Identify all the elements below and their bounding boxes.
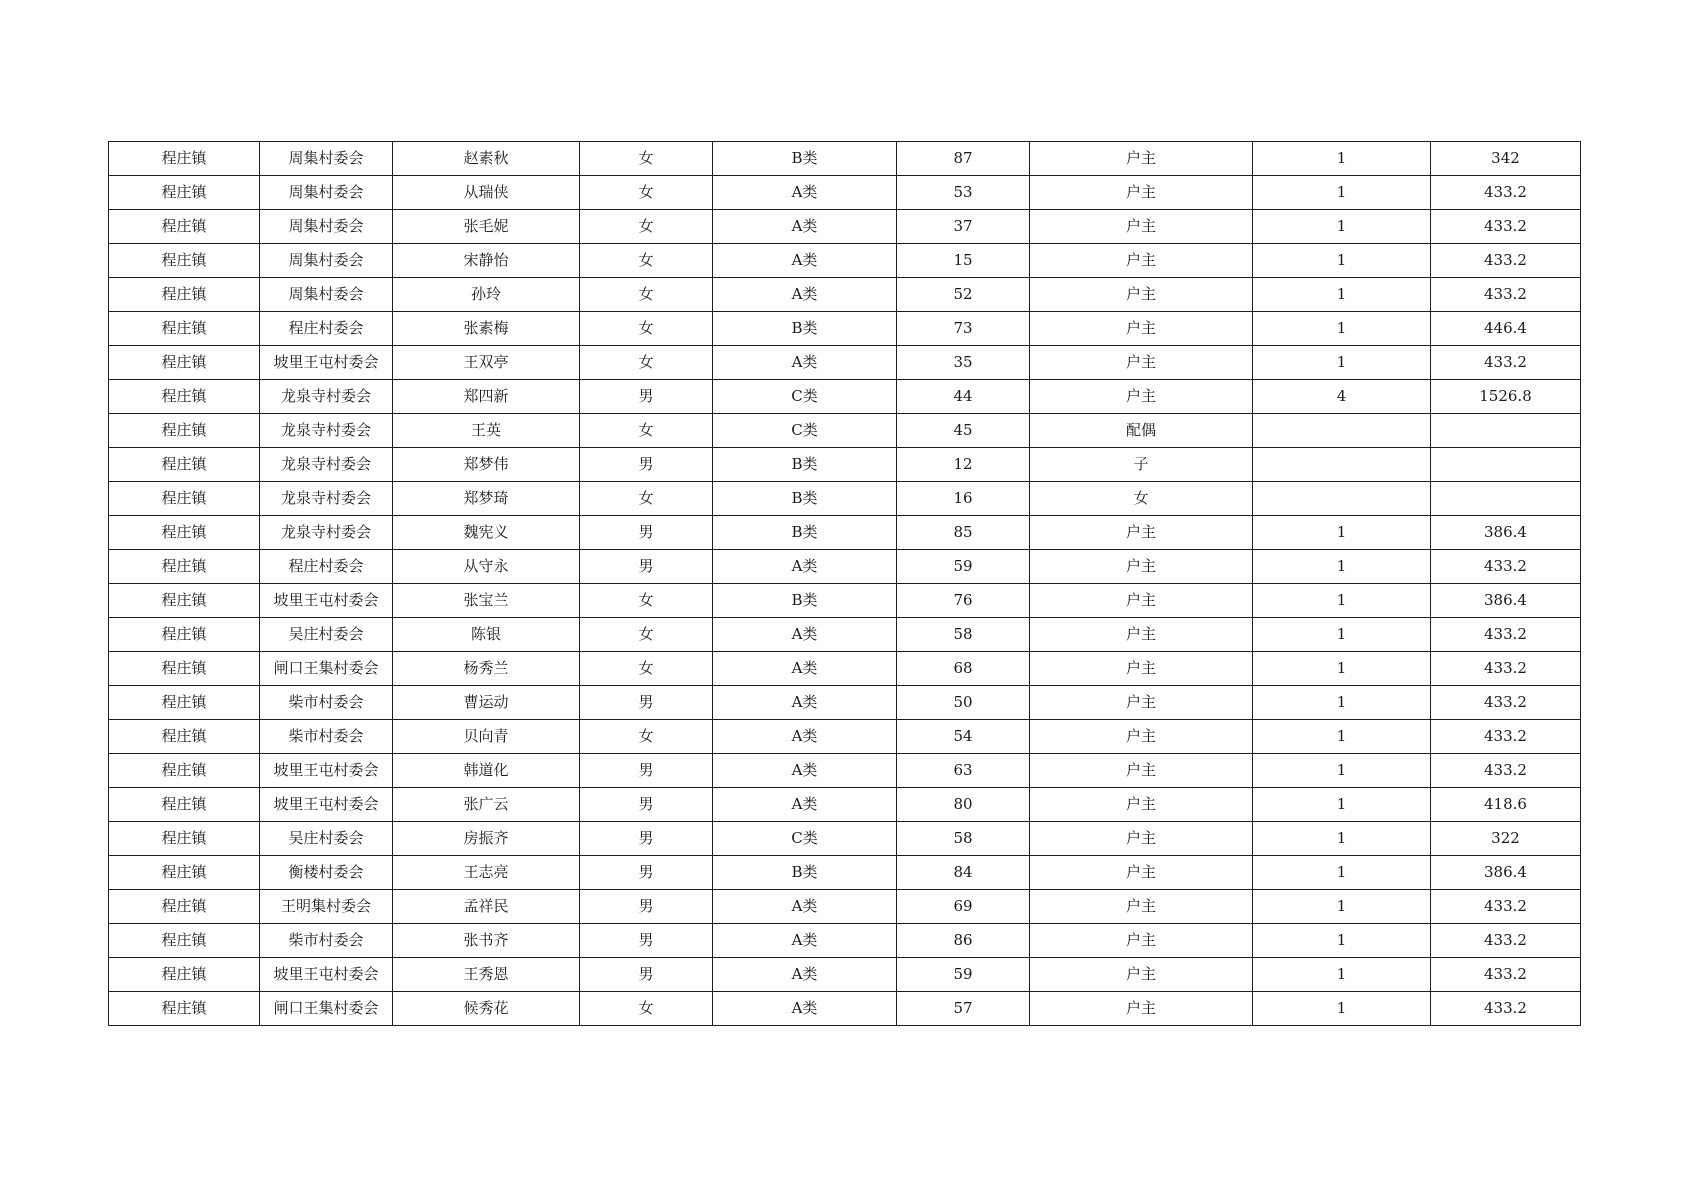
category-cell: A类 [713,754,897,788]
town-cell: 程庄镇 [109,176,260,210]
household-size-cell: 1 [1253,720,1431,754]
name-cell: 张书齐 [393,924,580,958]
household-size-cell: 1 [1253,958,1431,992]
town-cell: 程庄镇 [109,958,260,992]
table-row [109,176,1581,210]
age-cell: 80 [897,788,1030,822]
gender-cell: 男 [580,856,713,890]
name-cell: 郑梦伟 [393,448,580,482]
age-cell: 35 [897,346,1030,380]
village-cell: 柴市村委会 [260,924,393,958]
amount-cell [1431,448,1581,482]
category-cell: B类 [713,516,897,550]
amount-cell: 433.2 [1431,550,1581,584]
household-size-cell [1253,482,1431,516]
name-cell: 张素梅 [393,312,580,346]
amount-cell: 386.4 [1431,516,1581,550]
relation-cell: 户主 [1030,720,1253,754]
amount-cell: 446.4 [1431,312,1581,346]
town-cell: 程庄镇 [109,822,260,856]
household-size-cell: 1 [1253,686,1431,720]
village-cell: 吴庄村委会 [260,822,393,856]
town-cell: 程庄镇 [109,924,260,958]
household-size-cell: 1 [1253,142,1431,176]
household-size-cell: 1 [1253,924,1431,958]
name-cell: 赵素秋 [393,142,580,176]
table-row [109,822,1581,856]
table-row [109,142,1581,176]
table-row [109,890,1581,924]
table-row [109,448,1581,482]
age-cell: 87 [897,142,1030,176]
category-cell: A类 [713,210,897,244]
gender-cell: 女 [580,312,713,346]
town-cell: 程庄镇 [109,550,260,584]
relation-cell: 户主 [1030,890,1253,924]
village-cell: 周集村委会 [260,244,393,278]
name-cell: 贝向青 [393,720,580,754]
household-size-cell: 1 [1253,176,1431,210]
gender-cell: 女 [580,482,713,516]
relation-cell: 户主 [1030,244,1253,278]
town-cell: 程庄镇 [109,856,260,890]
name-cell: 候秀花 [393,992,580,1026]
amount-cell: 433.2 [1431,958,1581,992]
gender-cell: 女 [580,992,713,1026]
relation-cell: 户主 [1030,686,1253,720]
amount-cell: 433.2 [1431,754,1581,788]
age-cell: 50 [897,686,1030,720]
amount-cell: 433.2 [1431,618,1581,652]
town-cell: 程庄镇 [109,618,260,652]
name-cell: 房振齐 [393,822,580,856]
relation-cell: 户主 [1030,822,1253,856]
table-row [109,652,1581,686]
age-cell: 52 [897,278,1030,312]
age-cell: 69 [897,890,1030,924]
household-size-cell: 4 [1253,380,1431,414]
village-cell: 坡里王屯村委会 [260,958,393,992]
amount-cell: 433.2 [1431,244,1581,278]
table-row [109,720,1581,754]
village-cell: 柴市村委会 [260,686,393,720]
gender-cell: 女 [580,278,713,312]
table-row [109,516,1581,550]
age-cell: 45 [897,414,1030,448]
relation-cell: 户主 [1030,210,1253,244]
town-cell: 程庄镇 [109,584,260,618]
village-cell: 龙泉寺村委会 [260,482,393,516]
age-cell: 86 [897,924,1030,958]
name-cell: 孙玲 [393,278,580,312]
name-cell: 孟祥民 [393,890,580,924]
household-size-cell: 1 [1253,584,1431,618]
age-cell: 85 [897,516,1030,550]
relation-cell: 子 [1030,448,1253,482]
gender-cell: 男 [580,822,713,856]
category-cell: A类 [713,890,897,924]
gender-cell: 男 [580,924,713,958]
town-cell: 程庄镇 [109,890,260,924]
name-cell: 郑梦琦 [393,482,580,516]
age-cell: 57 [897,992,1030,1026]
relation-cell: 户主 [1030,856,1253,890]
name-cell: 陈银 [393,618,580,652]
relation-cell: 户主 [1030,550,1253,584]
household-size-cell: 1 [1253,312,1431,346]
gender-cell: 男 [580,516,713,550]
table-row [109,278,1581,312]
relation-cell: 户主 [1030,958,1253,992]
gender-cell: 女 [580,176,713,210]
relation-cell: 户主 [1030,652,1253,686]
town-cell: 程庄镇 [109,312,260,346]
town-cell: 程庄镇 [109,652,260,686]
relation-cell: 户主 [1030,176,1253,210]
age-cell: 73 [897,312,1030,346]
town-cell: 程庄镇 [109,516,260,550]
table-row [109,550,1581,584]
table-row [109,992,1581,1026]
age-cell: 58 [897,822,1030,856]
town-cell: 程庄镇 [109,414,260,448]
town-cell: 程庄镇 [109,210,260,244]
town-cell: 程庄镇 [109,686,260,720]
amount-cell [1431,482,1581,516]
village-cell: 周集村委会 [260,210,393,244]
category-cell: A类 [713,686,897,720]
village-cell: 周集村委会 [260,278,393,312]
category-cell: A类 [713,550,897,584]
age-cell: 68 [897,652,1030,686]
gender-cell: 女 [580,720,713,754]
household-size-cell: 1 [1253,822,1431,856]
amount-cell: 433.2 [1431,720,1581,754]
village-cell: 王明集村委会 [260,890,393,924]
category-cell: A类 [713,652,897,686]
age-cell: 59 [897,550,1030,584]
category-cell: B类 [713,856,897,890]
category-cell: C类 [713,414,897,448]
household-size-cell [1253,414,1431,448]
amount-cell: 433.2 [1431,890,1581,924]
category-cell: A类 [713,788,897,822]
age-cell: 54 [897,720,1030,754]
village-cell: 柴市村委会 [260,720,393,754]
town-cell: 程庄镇 [109,278,260,312]
name-cell: 从瑞侠 [393,176,580,210]
village-cell: 闸口王集村委会 [260,652,393,686]
relation-cell: 户主 [1030,516,1253,550]
table-row [109,754,1581,788]
amount-cell: 433.2 [1431,210,1581,244]
age-cell: 63 [897,754,1030,788]
town-cell: 程庄镇 [109,346,260,380]
household-size-cell: 1 [1253,244,1431,278]
name-cell: 从守永 [393,550,580,584]
table-row [109,414,1581,448]
gender-cell: 女 [580,652,713,686]
gender-cell: 男 [580,550,713,584]
village-cell: 龙泉寺村委会 [260,516,393,550]
town-cell: 程庄镇 [109,142,260,176]
category-cell: A类 [713,992,897,1026]
village-cell: 坡里王屯村委会 [260,584,393,618]
name-cell: 曹运动 [393,686,580,720]
table-row [109,346,1581,380]
village-cell: 龙泉寺村委会 [260,380,393,414]
household-size-cell: 1 [1253,210,1431,244]
age-cell: 12 [897,448,1030,482]
amount-cell: 433.2 [1431,176,1581,210]
relation-cell: 户主 [1030,924,1253,958]
relation-cell: 配偶 [1030,414,1253,448]
village-cell: 坡里王屯村委会 [260,346,393,380]
amount-cell: 342 [1431,142,1581,176]
category-cell: C类 [713,822,897,856]
name-cell: 杨秀兰 [393,652,580,686]
name-cell: 王英 [393,414,580,448]
category-cell: B类 [713,482,897,516]
gender-cell: 女 [580,210,713,244]
category-cell: A类 [713,618,897,652]
relation-cell: 户主 [1030,584,1253,618]
household-size-cell: 1 [1253,788,1431,822]
table-row [109,210,1581,244]
amount-cell: 322 [1431,822,1581,856]
village-cell: 程庄村委会 [260,550,393,584]
amount-cell: 433.2 [1431,924,1581,958]
relation-cell: 户主 [1030,312,1253,346]
relation-cell: 户主 [1030,788,1253,822]
category-cell: B类 [713,584,897,618]
town-cell: 程庄镇 [109,720,260,754]
relation-cell: 户主 [1030,346,1253,380]
village-cell: 周集村委会 [260,142,393,176]
table-row [109,856,1581,890]
category-cell: B类 [713,312,897,346]
relation-cell: 户主 [1030,992,1253,1026]
amount-cell: 386.4 [1431,584,1581,618]
gender-cell: 男 [580,448,713,482]
name-cell: 王志亮 [393,856,580,890]
table-row [109,686,1581,720]
age-cell: 44 [897,380,1030,414]
age-cell: 84 [897,856,1030,890]
category-cell: A类 [713,958,897,992]
category-cell: C类 [713,380,897,414]
category-cell: B类 [713,448,897,482]
town-cell: 程庄镇 [109,788,260,822]
age-cell: 15 [897,244,1030,278]
amount-cell: 386.4 [1431,856,1581,890]
town-cell: 程庄镇 [109,482,260,516]
household-size-cell: 1 [1253,278,1431,312]
name-cell: 张宝兰 [393,584,580,618]
table-row [109,924,1581,958]
gender-cell: 女 [580,244,713,278]
age-cell: 16 [897,482,1030,516]
gender-cell: 男 [580,686,713,720]
village-cell: 衡楼村委会 [260,856,393,890]
town-cell: 程庄镇 [109,992,260,1026]
name-cell: 张广云 [393,788,580,822]
name-cell: 王双亭 [393,346,580,380]
name-cell: 魏宪义 [393,516,580,550]
household-size-cell: 1 [1253,550,1431,584]
household-size-cell: 1 [1253,856,1431,890]
name-cell: 韩道化 [393,754,580,788]
table-row [109,380,1581,414]
amount-cell: 433.2 [1431,686,1581,720]
household-size-cell: 1 [1253,652,1431,686]
gender-cell: 男 [580,890,713,924]
gender-cell: 女 [580,584,713,618]
household-size-cell: 1 [1253,346,1431,380]
roster-table [108,141,1581,1026]
amount-cell: 433.2 [1431,346,1581,380]
gender-cell: 男 [580,380,713,414]
gender-cell: 女 [580,414,713,448]
village-cell: 龙泉寺村委会 [260,448,393,482]
table-row [109,958,1581,992]
household-size-cell: 1 [1253,516,1431,550]
relation-cell: 户主 [1030,754,1253,788]
category-cell: A类 [713,278,897,312]
gender-cell: 女 [580,618,713,652]
category-cell: A类 [713,720,897,754]
roster-body [109,142,1581,1026]
category-cell: A类 [713,924,897,958]
age-cell: 59 [897,958,1030,992]
name-cell: 张毛妮 [393,210,580,244]
village-cell: 闸口王集村委会 [260,992,393,1026]
name-cell: 王秀恩 [393,958,580,992]
table-row [109,482,1581,516]
category-cell: B类 [713,142,897,176]
household-size-cell [1253,448,1431,482]
amount-cell: 433.2 [1431,278,1581,312]
table-row [109,312,1581,346]
gender-cell: 男 [580,754,713,788]
household-size-cell: 1 [1253,754,1431,788]
table-row [109,584,1581,618]
village-cell: 周集村委会 [260,176,393,210]
village-cell: 程庄村委会 [260,312,393,346]
age-cell: 37 [897,210,1030,244]
gender-cell: 男 [580,958,713,992]
amount-cell: 433.2 [1431,992,1581,1026]
village-cell: 坡里王屯村委会 [260,788,393,822]
town-cell: 程庄镇 [109,244,260,278]
relation-cell: 户主 [1030,278,1253,312]
category-cell: A类 [713,244,897,278]
name-cell: 郑四新 [393,380,580,414]
town-cell: 程庄镇 [109,448,260,482]
gender-cell: 女 [580,346,713,380]
household-size-cell: 1 [1253,890,1431,924]
amount-cell: 433.2 [1431,652,1581,686]
relation-cell: 女 [1030,482,1253,516]
age-cell: 53 [897,176,1030,210]
town-cell: 程庄镇 [109,754,260,788]
amount-cell [1431,414,1581,448]
category-cell: A类 [713,176,897,210]
category-cell: A类 [713,346,897,380]
village-cell: 龙泉寺村委会 [260,414,393,448]
name-cell: 宋静怡 [393,244,580,278]
village-cell: 吴庄村委会 [260,618,393,652]
relation-cell: 户主 [1030,380,1253,414]
gender-cell: 女 [580,142,713,176]
gender-cell: 男 [580,788,713,822]
age-cell: 76 [897,584,1030,618]
relation-cell: 户主 [1030,142,1253,176]
town-cell: 程庄镇 [109,380,260,414]
age-cell: 58 [897,618,1030,652]
table-row [109,618,1581,652]
amount-cell: 1526.8 [1431,380,1581,414]
table-row [109,788,1581,822]
household-size-cell: 1 [1253,992,1431,1026]
amount-cell: 418.6 [1431,788,1581,822]
village-cell: 坡里王屯村委会 [260,754,393,788]
household-size-cell: 1 [1253,618,1431,652]
relation-cell: 户主 [1030,618,1253,652]
table-row [109,244,1581,278]
